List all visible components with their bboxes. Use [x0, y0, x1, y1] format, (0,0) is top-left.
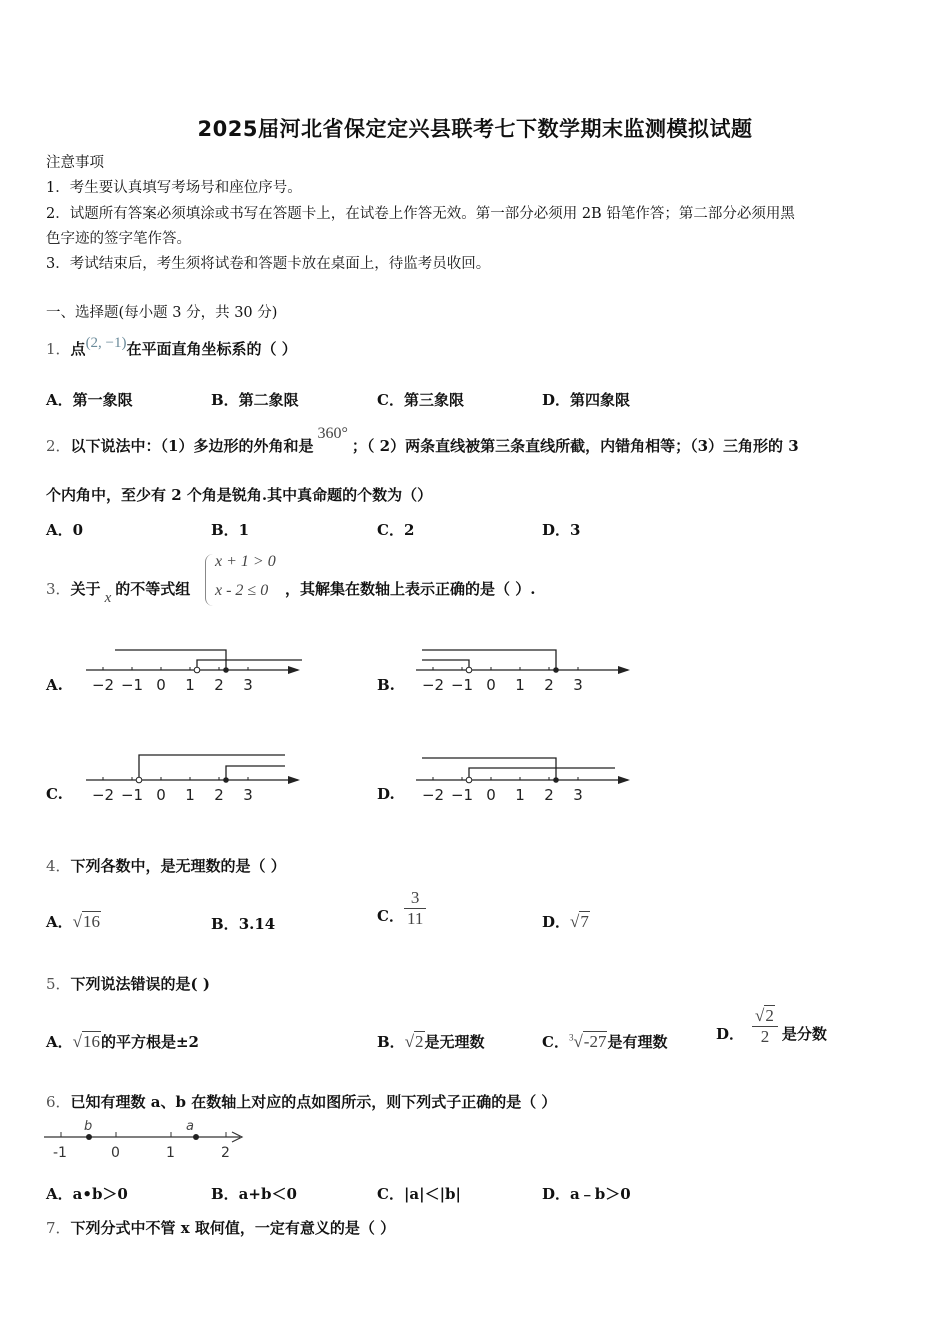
cube-root-neg27: $^3$√-27 [568, 1032, 607, 1051]
axis-tick-label: 2 [544, 786, 554, 804]
axis-tick-label: 1 [515, 786, 525, 804]
label-a: a [186, 1119, 194, 1134]
question-text: 关于 [70, 580, 101, 598]
variable-x: x [104, 590, 112, 606]
sqrt-16: √16 [72, 912, 100, 931]
option-b[interactable] [211, 913, 275, 934]
option-b[interactable]: B．1 [211, 521, 250, 539]
option-a[interactable]: A．a•b＞0 [46, 1185, 128, 1203]
axis-tick-label: 2 [214, 786, 224, 804]
option-a[interactable] [46, 911, 101, 932]
question-6 [46, 1091, 556, 1112]
question-number: 5． [46, 975, 71, 993]
question-2 [46, 425, 799, 456]
axis-tick-label: 0 [156, 786, 166, 804]
option-d[interactable]: D．第四象限 [542, 391, 631, 409]
point-coordinate: (2, −1) [85, 335, 127, 351]
sqrt-7: √7 [570, 912, 589, 931]
question-text: ；（ 2）两条直线被第三条直线所截，内错角相等；（3）三角形的 3 [351, 437, 799, 455]
note-item: 色字迹的签字笔作答。 [46, 231, 191, 247]
option-b[interactable] [377, 1031, 485, 1052]
option-a[interactable]: A．0 [46, 521, 84, 539]
option-label: B． [377, 1033, 405, 1051]
axis-tick-label: −1 [450, 676, 474, 694]
denominator: 11 [404, 908, 426, 929]
question-number: 6． [46, 1093, 71, 1111]
question-text: 个内角中，至少有 2 个角是锐角.其中真命题的个数为（） [46, 486, 433, 504]
option-text: 是分数 [781, 1024, 827, 1043]
question-4 [46, 855, 286, 876]
number-line-c[interactable] [80, 750, 310, 810]
radicand: 2 [415, 1032, 424, 1051]
option-c[interactable]: C．|a|＜|b| [377, 1185, 461, 1203]
option-text: 是有理数 [607, 1033, 668, 1051]
option-d[interactable] [542, 911, 590, 932]
axis-tick-label: 3 [243, 786, 253, 804]
question-5 [46, 973, 210, 994]
option-label: A． [46, 913, 73, 931]
note-item: 2．试题所有答案必须填涂或书写在答题卡上，在试卷上作答无效。第一部分必须用 2B 铅笔作答；第二部分必须用黑 [46, 206, 795, 222]
axis-tick-label: 3 [243, 676, 253, 694]
point-a [193, 1134, 199, 1140]
option-d[interactable] [716, 1006, 827, 1047]
question-number: 7． [46, 1219, 71, 1237]
axis-tick: 1 [166, 1145, 175, 1161]
radicand: 16 [82, 1032, 100, 1051]
option-c[interactable] [377, 888, 426, 929]
axis-tick-label: 0 [486, 676, 496, 694]
axis-tick-label: −2 [91, 786, 115, 804]
question-text: 下列分式中不管 x 取何值，一定有意义的是（ ） [70, 1219, 396, 1237]
sqrt-2: √2 [404, 1032, 424, 1051]
arrow-icon [288, 776, 300, 784]
question-text: 已知有理数 a、b 在数轴上对应的点如图所示，则下列式子正确的是（ ） [70, 1093, 557, 1111]
fraction-3-11 [404, 888, 426, 929]
option-b[interactable]: B．a+b＜0 [211, 1185, 297, 1203]
axis-tick-label: 1 [185, 676, 195, 694]
axis-tick-label: 1 [185, 786, 195, 804]
axis-tick-label: 1 [515, 676, 525, 694]
note-item: 1．考生要认真填写考场号和座位序号。 [46, 180, 302, 196]
option-c[interactable]: C．第三象限 [377, 391, 464, 409]
section-heading: 一、选择题(每小题 3 分，共 30 分) [46, 305, 278, 321]
option-label: A． [46, 1033, 73, 1051]
option-text: 是无理数 [424, 1033, 485, 1051]
numerator: √2 [752, 1006, 778, 1027]
option-d[interactable]: D. [377, 785, 395, 803]
label-b: b [84, 1119, 93, 1134]
question-7 [46, 1217, 395, 1238]
notes-heading: 注意事项 [46, 155, 104, 171]
option-c[interactable] [542, 1031, 667, 1052]
option-a[interactable]: A．第一象限 [46, 391, 133, 409]
question-text: 在平面直角坐标系的（ ） [126, 340, 297, 358]
axis-tick-label: 2 [544, 676, 554, 694]
note-item: 3．考试结束后，考生须将试卷和答题卡放在桌面上，待监考员收回。 [46, 256, 491, 272]
question-text: ，其解集在数轴上表示正确的是（ ）. [285, 580, 536, 598]
option-label: C． [377, 906, 404, 925]
axis-tick-label: 0 [486, 786, 496, 804]
option-b[interactable]: B．第二象限 [211, 391, 299, 409]
option-a[interactable] [46, 1031, 199, 1052]
inequality-1: x + 1 > 0 [215, 553, 276, 570]
number-line-a[interactable] [80, 640, 310, 700]
question-text: 点 [70, 340, 86, 358]
denominator: 2 [760, 1027, 770, 1046]
axis-tick-label: 2 [214, 676, 224, 694]
radicand: 7 [580, 912, 589, 931]
axis-tick-label: 0 [156, 676, 166, 694]
axis-tick: -1 [53, 1145, 67, 1161]
question-number: 2． [46, 437, 71, 455]
option-a[interactable]: A. [46, 676, 63, 694]
question-number: 3． [46, 580, 71, 598]
axis-tick-label: 3 [573, 786, 583, 804]
axis-tick-label: −1 [120, 786, 144, 804]
question-text: 下列各数中，是无理数的是（ ） [70, 857, 286, 875]
option-value: 3.14 [238, 915, 276, 933]
question-3 [46, 578, 191, 606]
point-b [86, 1134, 92, 1140]
axis-tick: 0 [111, 1145, 120, 1161]
radicand: 2 [765, 1006, 774, 1025]
option-label: C． [542, 1033, 569, 1051]
option-label: D． [716, 1024, 745, 1043]
question-text: 以下说法中：（1）多边形的外角和是 [70, 437, 314, 455]
question-number: 1． [46, 340, 71, 358]
fraction-sqrt2-over-2 [752, 1006, 778, 1047]
option-text: 的平方根是±2 [100, 1033, 199, 1051]
option-d[interactable]: D．a﹣b＞0 [542, 1185, 631, 1203]
option-c[interactable]: C. [46, 785, 63, 803]
arrow-icon [618, 776, 630, 784]
radicand: -27 [583, 1032, 607, 1051]
axis-tick-label: −2 [91, 676, 115, 694]
option-label: B． [211, 915, 239, 933]
option-d[interactable]: D．3 [542, 521, 581, 539]
axis-tick-label: 3 [573, 676, 583, 694]
number-line-d[interactable] [410, 750, 640, 810]
number-line-b[interactable] [410, 640, 640, 700]
page-title: 2025届河北省保定定兴县联考七下数学期末监测模拟试题 [197, 117, 753, 141]
arrow-icon [288, 666, 300, 674]
axis-tick-label: −1 [120, 676, 144, 694]
arrow-icon [618, 666, 630, 674]
option-label: D． [542, 913, 571, 931]
option-b[interactable]: B. [377, 676, 395, 694]
question-number: 4． [46, 857, 71, 875]
number-line-ab [40, 1115, 250, 1163]
axis-tick-label: −2 [421, 786, 445, 804]
numerator: 3 [410, 888, 420, 907]
inequality-2: x - 2 ≤ 0 [215, 582, 269, 599]
axis-tick-label: −2 [421, 676, 445, 694]
axis-tick-label: −1 [450, 786, 474, 804]
question-text: 下列说法错误的是( ) [70, 975, 210, 993]
sqrt-16: √16 [72, 1032, 100, 1051]
question-text: 的不等式组 [115, 580, 191, 598]
angle-360: 360° [317, 425, 348, 442]
axis-tick: 2 [221, 1145, 230, 1161]
option-c[interactable]: C．2 [377, 521, 415, 539]
question-1 [46, 335, 297, 359]
root-index: 3 [568, 1032, 574, 1043]
radicand: 16 [82, 912, 100, 931]
